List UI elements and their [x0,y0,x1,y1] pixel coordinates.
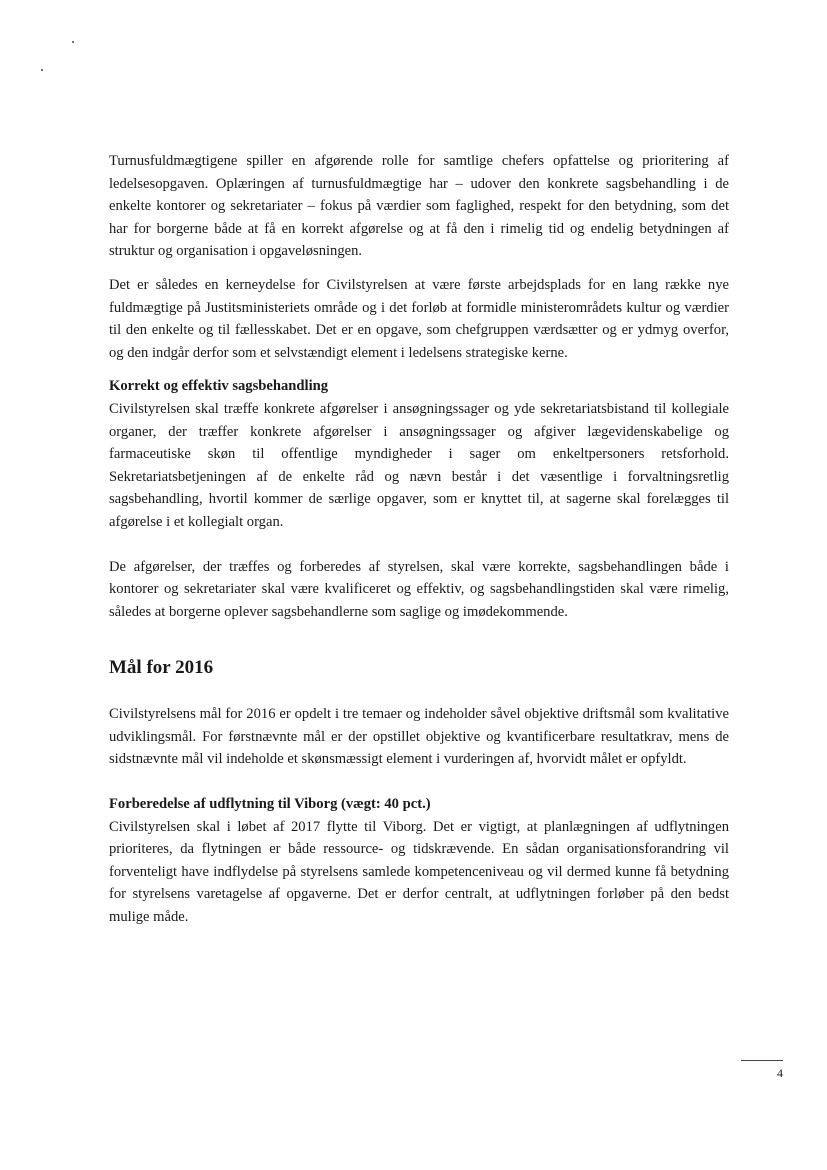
subheading-viborg: Forberedelse af udflytning til Viborg (vægt: 40 pct.) [109,796,431,813]
scan-speck [72,41,74,43]
section-heading-maal: Mål for 2016 [109,657,214,679]
paragraph-sagsbehandling: De afgørelser, der træffes og forberedes af styrelsen, skal være korrekte, sagsbehandlingen både i kontorer og sekretariater skal være kvalificeret og effektiv, og sagsbehandlingstiden skal være rimelig, således at borgerne oplever sagsbehandlerne som saglige og imødekommende. [109,558,729,620]
paragraph-afgoerelser: Civilstyrelsen skal træffe konkrete afgørelser i ansøgningssager og yde sekretariatsbistand til kollegiale organer, der træffer konkrete afgørelser i ansøgningssager og afgiver lægevidenskabelige og farmaceutiske skøn til offentlige myndigheder i sager om enkeltpersoners retsforhold. Sekretariatsbetjeningen af de enkelte råd og nævn består i det væsentlige i forvaltningsretlig sagsbehandling, hvortil kommer de særlige opgaver, som er knyttet til, at sagerne skal forelægges til afgørelse i et kollegialt organ. [109,400,729,530]
document-page [109,150,729,929]
paragraph-maal: Civilstyrelsens mål for 2016 er opdelt i tre temaer og indeholder såvel objektive driftsmål som kvalitative udviklingsmål. For førstnævnte mål er der opstillet objektive og kvantificerbare resultatkrav, mens de sidstnævnte mål vil indeholde et skønsmæssigt element i vurderingen af, hvorvidt målet er opfyldt. [109,706,729,768]
page-number: 4 [777,1066,783,1080]
paragraph-viborg: Civilstyrelsen skal i løbet af 2017 flytte til Viborg. Det er vigtigt, at planlægningen af udflytningen prioriteres, da flytningen er både ressource- og tidskrævende. En sådan organisationsforandring vil forventeligt have indflydelse på styrelsens samlede kompetenceniveau og vil dermed kunne få betydning for styrelsens varetagelse af opgaverne. Det er derfor centralt, at udflytningen forløber på den bedst mulige måde. [109,818,729,926]
paragraph-turnus: Turnusfuldmægtigene spiller en afgørende rolle for samtlige chefers opfattelse og prioritering af ledelsesopgaven. Oplæringen af turnusfuldmægtige har – udover den konkrete sagsbehandling i de enkelte kontorer og sekretariater – fokus på værdier som faglighed, respekt for den betydning, som det har for borgerne både at få en korrekt afgørelse og at få den i rimelig tid og endelig betydningen af struktur og organisation i opgaveløsningen. [109,153,729,260]
paragraph-kerneydelse: Det er således en kerneydelse for Civilstyrelsen at være første arbejdsplads for en lang række nye fuldmægtige på Justitsministeriets område og i det forløb at formidle ministerområdets kultur og værdier til den enkelte og til fællesskabet. Det er en opgave, som chefgruppen værdsætter og er ydmyg overfor, og den indgår derfor som et selvstændigt element i ledelsens strategiske kerne. [109,276,729,361]
footer-rule [741,1060,783,1061]
scan-speck [41,69,43,71]
page-footer [741,1060,783,1080]
subheading-korrekt: Korrekt og effektiv sagsbehandling [109,378,329,395]
